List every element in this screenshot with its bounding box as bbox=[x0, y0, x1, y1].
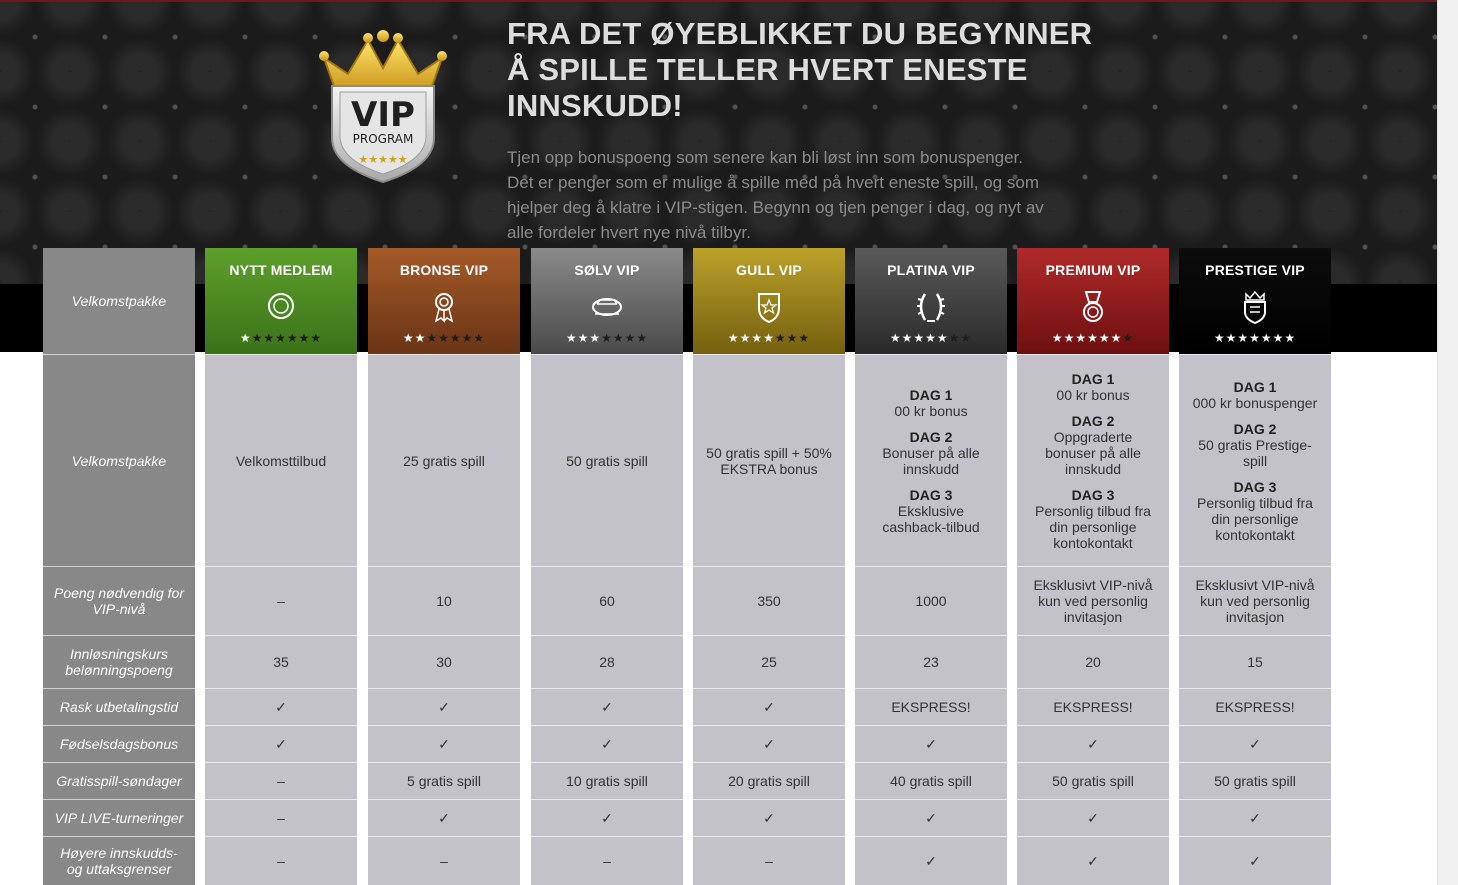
table-cell: Eksklusivt VIP-nivå kun ved personlig invitasjon bbox=[1017, 566, 1169, 635]
day-block bbox=[1056, 371, 1129, 403]
table-cell: 25 gratis spill bbox=[368, 354, 520, 566]
star-icon: ★ bbox=[426, 331, 439, 345]
checkmark-icon: ✓ bbox=[693, 799, 845, 836]
day-block bbox=[1189, 421, 1321, 469]
table-cell: 20 bbox=[1017, 635, 1169, 688]
table-cell: Velkomsttilbud bbox=[205, 354, 357, 566]
star-icon: ★ bbox=[1063, 331, 1076, 345]
checkmark-icon: ✓ bbox=[531, 799, 683, 836]
day-label: DAG 2 bbox=[1233, 420, 1277, 437]
table-cell: 28 bbox=[531, 635, 683, 688]
checkmark-icon: ✓ bbox=[1179, 799, 1331, 836]
star-shield-icon bbox=[753, 290, 785, 324]
day-text: Personlig tilbud fra din personlige kontokontakt bbox=[1035, 502, 1151, 551]
table-cell: – bbox=[205, 762, 357, 799]
table-cell: – bbox=[205, 566, 357, 635]
day-block bbox=[865, 487, 997, 535]
star-icon: ★ bbox=[1284, 331, 1297, 345]
tier-stars bbox=[1017, 331, 1169, 345]
table-cell: EKSPRESS! bbox=[855, 688, 1007, 725]
star-icon: ★ bbox=[298, 331, 311, 345]
checkmark-icon: ✓ bbox=[855, 836, 1007, 885]
tier-stars bbox=[531, 331, 683, 345]
table-cell bbox=[855, 354, 1007, 566]
day-label: DAG 1 bbox=[1071, 370, 1115, 387]
table-cell: 50 gratis spill bbox=[531, 354, 683, 566]
star-icon: ★ bbox=[461, 331, 474, 345]
star-icon: ★ bbox=[936, 331, 949, 345]
row-label: Høyere innskudds- og uttaksgrenser bbox=[43, 836, 195, 885]
star-icon: ★ bbox=[925, 331, 937, 345]
row-label: Gratisspill-søndager bbox=[43, 762, 195, 799]
day-text: 00 kr bonus bbox=[1056, 386, 1130, 403]
star-icon: ★ bbox=[1051, 331, 1064, 345]
day-block bbox=[1027, 413, 1159, 477]
star-icon: ★ bbox=[960, 331, 973, 345]
tier-stars bbox=[855, 331, 1007, 345]
table-cell: 20 gratis spill bbox=[693, 762, 845, 799]
tier-stars bbox=[693, 331, 845, 345]
headline-line: INNSKUDD! bbox=[507, 88, 683, 123]
table-cell bbox=[1179, 354, 1331, 566]
intro-line: hjelper deg å klatre i VIP-stigen. Begynn og tjen penger i dag, og nyt av bbox=[507, 198, 1044, 217]
tier-header-1 bbox=[205, 248, 357, 354]
table-cell: 350 bbox=[693, 566, 845, 635]
day-block bbox=[1189, 479, 1321, 543]
headline-line: Å SPILLE TELLER HVERT ENESTE bbox=[507, 52, 1028, 87]
intro-text bbox=[507, 145, 1077, 245]
tier-name: NYTT MEDLEM bbox=[229, 262, 333, 278]
table-cell: EKSPRESS! bbox=[1017, 688, 1169, 725]
tier-header-6 bbox=[1017, 248, 1169, 354]
day-text: 000 kr bonuspenger bbox=[1192, 394, 1318, 411]
day-text: 00 kr bonus bbox=[894, 402, 968, 419]
star-icon: ★ bbox=[449, 331, 462, 345]
star-icon: ★ bbox=[310, 331, 323, 345]
star-icon: ★ bbox=[948, 331, 961, 345]
crown-icon bbox=[324, 40, 442, 92]
star-icon: ★ bbox=[1075, 331, 1088, 345]
checkmark-icon: ✓ bbox=[531, 688, 683, 725]
star-icon: ★ bbox=[913, 331, 926, 345]
row-label: Innløsningskurs belønningspoeng bbox=[43, 635, 195, 688]
star-icon: ★ bbox=[763, 331, 775, 345]
star-icon: ★ bbox=[1213, 331, 1226, 345]
checkmark-icon: ✓ bbox=[1179, 725, 1331, 762]
tier-name: BRONSE VIP bbox=[399, 262, 489, 278]
star-icon: ★ bbox=[901, 331, 914, 345]
star-icon: ★ bbox=[577, 331, 590, 345]
page-headline bbox=[507, 16, 1107, 124]
winged-badge-icon bbox=[591, 290, 623, 324]
star-icon: ★ bbox=[263, 331, 276, 345]
row-label: Fødselsdagsbonus bbox=[43, 725, 195, 762]
vip-program-logo bbox=[318, 30, 448, 186]
tier-name: PREMIUM VIP bbox=[1045, 262, 1141, 278]
star-icon: ★ bbox=[1098, 331, 1111, 345]
star-icon: ★ bbox=[275, 331, 287, 345]
star-icon: ★ bbox=[1110, 331, 1123, 345]
star-icon: ★ bbox=[589, 331, 602, 345]
star-icon: ★ bbox=[565, 331, 578, 345]
table-cell: 60 bbox=[531, 566, 683, 635]
tier-header-5 bbox=[855, 248, 1007, 354]
day-label: DAG 3 bbox=[909, 486, 953, 503]
checkmark-icon: ✓ bbox=[1017, 725, 1169, 762]
rosette-icon bbox=[428, 290, 460, 324]
logo-sub-text: PROGRAM bbox=[352, 132, 414, 146]
day-block bbox=[865, 429, 997, 477]
checkmark-icon: ✓ bbox=[531, 725, 683, 762]
star-icon: ★ bbox=[601, 331, 613, 345]
star-icon: ★ bbox=[402, 331, 415, 345]
table-cell: EKSPRESS! bbox=[1179, 688, 1331, 725]
row-label: Velkomstpakke bbox=[43, 354, 195, 566]
table-cell: – bbox=[368, 836, 520, 885]
day-block bbox=[1193, 379, 1318, 411]
checkmark-icon: ✓ bbox=[1017, 836, 1169, 885]
star-icon: ★ bbox=[1272, 331, 1285, 345]
table-cell: 50 gratis spill + 50% EKSTRA bonus bbox=[693, 354, 845, 566]
table-cell: 23 bbox=[855, 635, 1007, 688]
tier-name: PLATINA VIP bbox=[887, 262, 975, 278]
table-cell: 1000 bbox=[855, 566, 1007, 635]
row-label: Rask utbetalingstid bbox=[43, 688, 195, 725]
star-icon: ★ bbox=[1237, 331, 1250, 345]
star-icon: ★ bbox=[239, 331, 252, 345]
checkmark-icon: ✓ bbox=[1179, 836, 1331, 885]
day-text: Oppgraderte bonuser på alle innskudd bbox=[1045, 428, 1141, 477]
day-text: Personlig tilbud fra din personlige kontokontakt bbox=[1197, 494, 1313, 543]
table-cell: Eksklusivt VIP-nivå kun ved personlig invitasjon bbox=[1179, 566, 1331, 635]
table-cell: 50 gratis spill bbox=[1179, 762, 1331, 799]
star-icon: ★ bbox=[1087, 331, 1099, 345]
star-icon: ★ bbox=[612, 331, 625, 345]
star-icon: ★ bbox=[774, 331, 787, 345]
logo-main-text: VIP bbox=[351, 95, 415, 135]
day-text: Bonuser på alle innskudd bbox=[882, 444, 980, 477]
day-block bbox=[1027, 487, 1159, 551]
ring-badge-icon bbox=[265, 290, 297, 324]
star-icon: ★ bbox=[286, 331, 299, 345]
star-icon: ★ bbox=[1249, 331, 1261, 345]
headline-line: FRA DET ØYEBLIKKET DU BEGYNNER bbox=[507, 16, 1093, 51]
checkmark-icon: ✓ bbox=[1017, 799, 1169, 836]
table-cell: 25 bbox=[693, 635, 845, 688]
table-cell: 15 bbox=[1179, 635, 1331, 688]
tier-header-7 bbox=[1179, 248, 1331, 354]
tier-name: PRESTIGE VIP bbox=[1205, 262, 1305, 278]
star-icon: ★ bbox=[473, 331, 486, 345]
tier-stars bbox=[1179, 331, 1331, 345]
tier-stars bbox=[205, 331, 357, 345]
table-cell: 40 gratis spill bbox=[855, 762, 1007, 799]
row-label-header: Velkomstpakke bbox=[43, 248, 195, 354]
tier-header-4 bbox=[693, 248, 845, 354]
day-text: 50 gratis Prestige-spill bbox=[1198, 436, 1312, 469]
star-icon: ★ bbox=[438, 331, 450, 345]
day-label: DAG 2 bbox=[1071, 412, 1115, 429]
tier-name: GULL VIP bbox=[736, 262, 802, 278]
table-cell bbox=[1017, 354, 1169, 566]
star-icon: ★ bbox=[786, 331, 799, 345]
star-icon: ★ bbox=[636, 331, 649, 345]
day-label: DAG 1 bbox=[1233, 378, 1277, 395]
day-text: Eksklusive cashback-tilbud bbox=[882, 502, 980, 535]
table-cell: – bbox=[531, 836, 683, 885]
table-cell: 50 gratis spill bbox=[1017, 762, 1169, 799]
checkmark-icon: ✓ bbox=[368, 688, 520, 725]
intro-line: Tjen opp bonuspoeng som senere kan bli løst inn som bonuspenger. bbox=[507, 148, 1023, 167]
table-cell: – bbox=[693, 836, 845, 885]
day-label: DAG 2 bbox=[909, 428, 953, 445]
row-label: Poeng nødvendig for VIP-nivå bbox=[43, 566, 195, 635]
table-cell: 10 bbox=[368, 566, 520, 635]
tier-header-3 bbox=[531, 248, 683, 354]
star-icon: ★ bbox=[751, 331, 764, 345]
intro-line: Det er penger som er mulige å spille med på hvert eneste spill, og som bbox=[507, 173, 1039, 192]
star-icon: ★ bbox=[251, 331, 264, 345]
star-icon: ★ bbox=[798, 331, 811, 345]
intro-line: alle fordeler hvert nye nivå tilbyr. bbox=[507, 223, 751, 242]
checkmark-icon: ✓ bbox=[855, 725, 1007, 762]
star-icon: ★ bbox=[739, 331, 752, 345]
checkmark-icon: ✓ bbox=[205, 725, 357, 762]
checkmark-icon: ✓ bbox=[693, 688, 845, 725]
star-icon: ★ bbox=[414, 331, 427, 345]
table-cell: 35 bbox=[205, 635, 357, 688]
medal-icon bbox=[1077, 290, 1109, 324]
day-label: DAG 1 bbox=[909, 386, 953, 403]
star-icon: ★ bbox=[889, 331, 902, 345]
tier-stars bbox=[368, 331, 520, 345]
star-icon: ★ bbox=[1122, 331, 1135, 345]
scrollbar[interactable] bbox=[1437, 0, 1458, 885]
day-block bbox=[894, 387, 967, 419]
crown-shield-icon bbox=[1239, 290, 1271, 324]
checkmark-icon: ✓ bbox=[205, 688, 357, 725]
checkmark-icon: ✓ bbox=[855, 799, 1007, 836]
star-icon: ★ bbox=[727, 331, 740, 345]
table-cell: 5 gratis spill bbox=[368, 762, 520, 799]
table-cell: 30 bbox=[368, 635, 520, 688]
logo-stars: ★★★★★ bbox=[358, 153, 408, 166]
table-cell: – bbox=[205, 799, 357, 836]
checkmark-icon: ✓ bbox=[368, 725, 520, 762]
checkmark-icon: ✓ bbox=[693, 725, 845, 762]
checkmark-icon: ✓ bbox=[368, 799, 520, 836]
day-label: DAG 3 bbox=[1233, 478, 1277, 495]
tier-header-2 bbox=[368, 248, 520, 354]
row-label: VIP LIVE-turneringer bbox=[43, 799, 195, 836]
day-label: DAG 3 bbox=[1071, 486, 1115, 503]
star-icon: ★ bbox=[1225, 331, 1238, 345]
tier-name: SØLV VIP bbox=[574, 262, 640, 278]
laurel-wreath-icon bbox=[915, 290, 947, 324]
table-cell: – bbox=[205, 836, 357, 885]
star-icon: ★ bbox=[624, 331, 637, 345]
table-cell: 10 gratis spill bbox=[531, 762, 683, 799]
star-icon: ★ bbox=[1260, 331, 1273, 345]
